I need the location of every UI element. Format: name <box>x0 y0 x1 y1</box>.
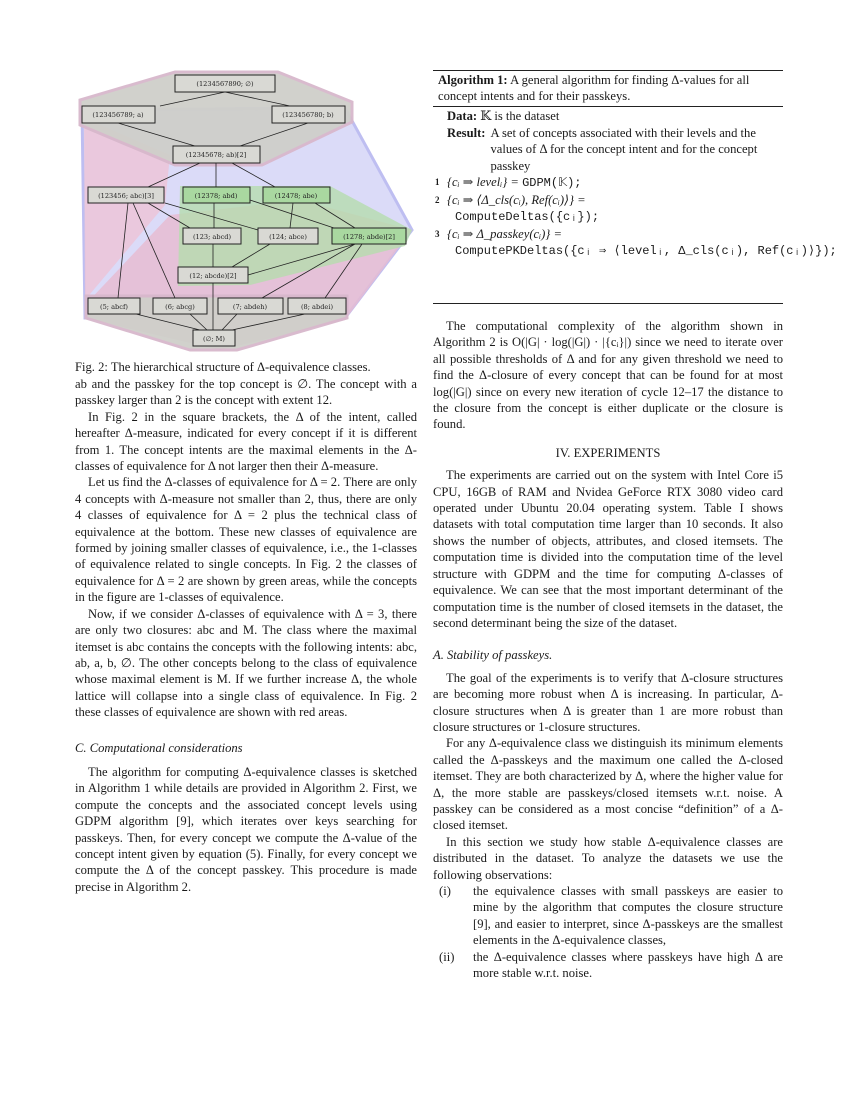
line-number: 2 <box>435 194 440 205</box>
list-label: (ii) <box>439 949 455 964</box>
node-b <box>272 106 345 123</box>
paragraph: ab and the passkey for the top concept is ∅. The concept with a passkey larger than 2 is the concept with extent 12. <box>75 377 417 408</box>
algorithm-line <box>433 174 783 192</box>
algorithm-result <box>433 125 783 175</box>
list-text: the equivalence classes with small passkeys are easier to mine by the algorithm that computes the closure structure [9], and easier to interpret, since Δ-passkeys are the smallest elements in the Δ-equivalence classes, <box>473 884 783 948</box>
algorithm-line <box>433 226 837 260</box>
line-number: 3 <box>435 228 440 239</box>
svg-text:(12378; abd): (12378; abd) <box>194 192 238 200</box>
list-label: (i) <box>439 884 451 898</box>
algorithm-box <box>433 70 837 304</box>
line-code: GDPM(𝕂); <box>522 176 582 190</box>
svg-text:(124; abce): (124; abce) <box>269 233 307 241</box>
result-text: A set of concepts associated with their levels and the values of Δ for the concept intent and for the concept passkey <box>490 125 758 173</box>
node-abdei <box>288 298 346 314</box>
list-item <box>433 883 783 949</box>
node-a <box>82 106 155 123</box>
right-column <box>433 318 783 981</box>
svg-text:(12; abcde)[2]: (12; abcde)[2] <box>189 272 237 280</box>
paragraph: Now, if we consider Δ-classes of equivalence with Δ = 3, there are only two closures: abc and M. The class where the maximal itemset is abc contains the concepts with the following intents: abc, ab, a, b, ∅. The other concepts belong to the class of equivalence whose maximal element is M. If we further increase Δ, the whole lattice will collapse into a single class of equivalence. In Fig. 2 these classes of equivalence are shown with red areas. <box>75 606 417 720</box>
node-abcf <box>88 298 140 314</box>
lattice-figure <box>70 65 420 355</box>
svg-text:(123; abcd): (123; abcd) <box>192 233 232 241</box>
line-math: {cᵢ ⇒ levelᵢ} = <box>447 175 523 189</box>
svg-text:(5; abcf): (5; abcf) <box>100 303 128 311</box>
left-column <box>75 376 417 895</box>
section-heading: C. Computational considerations <box>75 740 243 755</box>
subsection-heading: A. Stability of passkeys. <box>433 648 553 663</box>
svg-text:(123456780; b): (123456780; b) <box>282 111 334 119</box>
figure-caption: Fig. 2: The hierarchical structure of Δ-equivalence classes. <box>75 360 371 374</box>
algorithm-label: Algorithm 1: <box>438 73 508 87</box>
node-ab <box>173 146 260 163</box>
node-top <box>175 75 275 92</box>
svg-text:(8; abdei): (8; abdei) <box>300 303 334 311</box>
svg-text:(12478; abe): (12478; abe) <box>274 192 318 200</box>
svg-text:(1234567890; ∅): (1234567890; ∅) <box>196 80 254 88</box>
line-math: {cᵢ ⇒ Δ_passkey(cᵢ)} = <box>447 226 562 241</box>
node-abdeh <box>218 298 283 314</box>
algorithm-line <box>433 192 783 226</box>
node-abcd <box>183 228 241 244</box>
algorithm-data <box>433 107 783 125</box>
paragraph: In this section we study how stable Δ-equivalence classes are distributed in the dataset. To analyze the datasets we use the following observations: <box>433 834 783 882</box>
node-abce <box>258 228 318 244</box>
node-abc <box>88 187 164 203</box>
node-abcde <box>178 267 248 283</box>
svg-text:(12345678; ab)[2]: (12345678; ab)[2] <box>185 151 247 159</box>
paragraph: For any Δ-equivalence class we distinguish its minimum elements called the Δ-passkeys and the maximum one called the Δ-closed itemset. They are both characterized by Δ, where the higher value for Δ, the more stable are passkeys/closed itemsets w.r.t. noise. A passkey can be considered as a most concise “definition” of a Δ-closed itemset. <box>433 736 783 833</box>
result-label: Result: <box>447 125 486 140</box>
svg-text:(7; abdeh): (7; abdeh) <box>232 303 268 311</box>
svg-text:(∅; M): (∅; M) <box>203 335 225 343</box>
node-abd <box>183 187 250 203</box>
line-code: ComputeDeltas({cᵢ}); <box>455 210 600 224</box>
data-label: Data: <box>447 109 478 123</box>
algorithm-caption: A general algorithm for finding Δ-values for all concept intents and for their passkeys. <box>438 73 750 103</box>
svg-text:(123456789; a): (123456789; a) <box>92 111 144 119</box>
paragraph: Let us find the Δ-classes of equivalence for Δ = 2. There are only 4 concepts with Δ-measure not smaller than 2, thus, there are only 4 classes of equivalence for Δ = 2 plus the technical class of equivalence at the bottom. These new classes of equivalence are formed by joining smaller classes of equivalence, i.e., the 1-classes of equivalence related to single concepts. In Fig. 2 the classes of equivalence for Δ = 2 are shown by green areas, while the concepts in the figure are 1-classes of equivalence. <box>75 475 417 605</box>
paragraph: The experiments are carried out on the system with Intel Core i5 CPU, 16GB of RAM and Nvidea GeForce RTX 3080 video card operated under Ubuntu 20.04 operating system. Table I shows datasets with total computation time larger than 10 seconds. It also shows the number of objects, attributes, and closed itemsets. The computation time is divided into the computation time of the level structure with GDPM and the time for computing Δ-classes of equivalence. We can see that the most important determinant of the computation time is the number of closed itemsets in the dataset, the second determinant being the size of the dataset. <box>433 468 783 630</box>
node-abe <box>263 187 330 203</box>
svg-text:(123456; abc)[3]: (123456; abc)[3] <box>98 192 154 200</box>
data-text: 𝕂 is the dataset <box>477 109 560 123</box>
node-abcg <box>153 298 207 314</box>
node-bottom <box>193 330 235 346</box>
svg-text:(6; abcg): (6; abcg) <box>165 303 195 311</box>
list-text: the Δ-equivalence classes where passkeys have high Δ are more stable w.r.t. noise. <box>473 949 783 981</box>
paragraph: In Fig. 2 in the square brackets, the Δ of the intent, called hereafter Δ-measure, indicated for every concept if it is different from 1. The concept intents are the maximal elements in the Δ-classes of equivalence for Δ not larger then their Δ-measure. <box>75 409 417 474</box>
line-code: ComputePKDeltas({cᵢ ⇒ ⟨levelᵢ, Δ_cls(cᵢ), Ref(cᵢ)⟩}); <box>455 244 837 258</box>
node-abde <box>332 228 406 244</box>
line-math: {cᵢ ⇒ ⟨Δ_cls(cᵢ), Ref(cᵢ)⟩} = <box>447 192 586 207</box>
algorithm-title <box>433 71 783 107</box>
list-item <box>433 949 783 982</box>
line-number: 1 <box>435 177 440 187</box>
paragraph: The computational complexity of the algorithm shown in Algorithm 2 is O(|G| · log(|G|) · |{cᵢ}|) since we need to iterate over all possible thresholds of Δ and for any given threshold we need to find the Δ-closure of every concept that can be found for at most log(|G|) since on every new iteration of cycle 12–17 the distance to the closure from the concept is either duplicate or the closure is found. <box>433 319 783 432</box>
paragraph: The algorithm for computing Δ-equivalence classes is sketched in Algorithm 1 while details are provided in Algorithm 2. First, we compute the concepts and the associated concept levels using GDPM algorithm [9], which iterates over keys searching for passkeys. Then, for every concept we compute the Δ-value of the concept intent given by equation (5). Finally, for every concept we compute the Δ of the concept passkey. This procedure is made precise in Algorithm 2. <box>75 764 417 894</box>
section-heading: IV. EXPERIMENTS <box>555 445 661 460</box>
paragraph: The goal of the experiments is to verify that Δ-closure structures are becoming more robust when Δ is increasing. In particular, Δ-closure structures when Δ is greater than 1 are more robust than closure structures or 1-closure structures. <box>433 670 783 734</box>
svg-text:(1278; abde)[2]: (1278; abde)[2] <box>343 233 395 241</box>
